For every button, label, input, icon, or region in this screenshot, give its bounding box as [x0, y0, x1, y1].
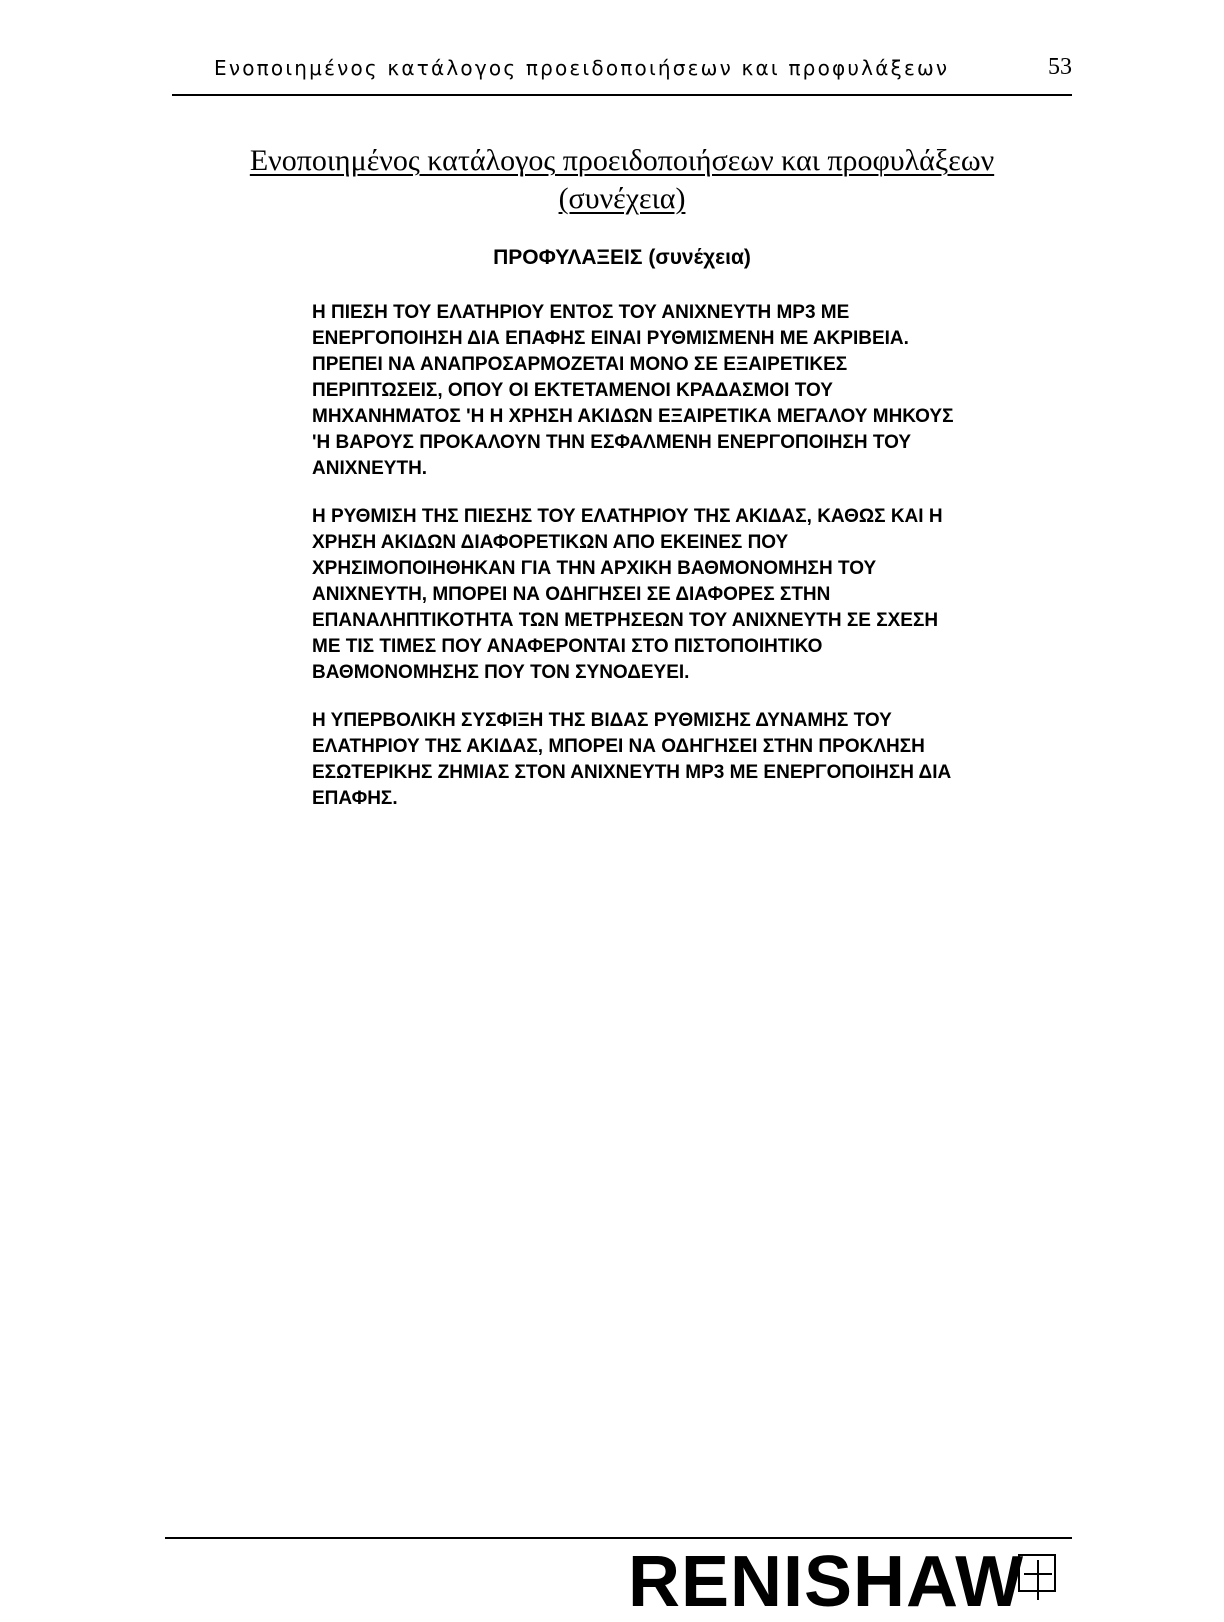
precaution-paragraph-3: Η ΥΠΕΡΒΟΛΙΚΗ ΣΥΣΦΙΞΗ ΤΗΣ ΒΙΔΑΣ ΡΥΘΜΙΣΗΣ ΔΥΝΑΜΗΣ ΤΟΥ ΕΛΑΤΗΡΙΟΥ ΤΗΣ ΑΚΙΔΑΣ, ΜΠΟΡΕΙ ΝΑ ΟΔΗΓΗΣΕΙ ΣΤΗΝ ΠΡΟΚΛΗΣΗ ΕΣΩΤΕΡΙΚΗΣ ΖΗΜΙΑΣ ΣΤΟΝ ΑΝΙΧΝΕΥΤΗ MP3 ΜΕ ΕΝΕΡΓΟΠΟΙΗΣΗ ΔΙΑ ΕΠΑΦΗΣ. [312, 710, 952, 809]
header-divider [172, 94, 1072, 96]
renishaw-mark-icon [1018, 1554, 1056, 1592]
brand-logo-text: RENISHAW [628, 1542, 1025, 1622]
precaution-paragraph-1: Η ΠΙΕΣΗ ΤΟΥ ΕΛΑΤΗΡΙΟΥ ΕΝΤΟΣ ΤΟΥ ΑΝΙΧΝΕΥΤΗ MP3 ΜΕ ΕΝΕΡΓΟΠΟΙΗΣΗ ΔΙΑ ΕΠΑΦΗΣ ΕΙΝΑΙ ΡΥΘΜΙΣΜΕΝΗ ΜΕ ΑΚΡΙΒΕΙΑ. ΠΡΕΠΕΙ ΝΑ ΑΝΑΠΡΟΣΑΡΜΟΖΕΤΑΙ ΜΟΝΟ ΣΕ ΕΞΑΙΡΕΤΙΚΕΣ ΠΕΡΙΠΤΩΣΕΙΣ, ΟΠΟΥ ΟΙ ΕΚΤΕΤΑΜΕΝΟΙ ΚΡΑΔΑΣΜΟΙ ΤΟΥ ΜΗΧΑΝΗΜΑΤΟΣ 'Η Η ΧΡΗΣΗ ΑΚΙΔΩΝ ΕΞΑΙΡΕΤΙΚΑ ΜΕΓΑΛΟΥ ΜΗΚΟΥΣ 'Η ΒΑΡΟΥΣ ΠΡΟΚΑΛΟΥΝ ΤΗΝ ΕΣΦΑΛΜΕΝΗ ΕΝΕΡΓΟΠΟΙΗΣΗ ΤΟΥ ΑΝΙΧΝΕΥΤΗ. [312, 302, 954, 479]
document-title [172, 142, 1072, 218]
precautions-body [312, 300, 1072, 834]
footer-divider [165, 1537, 1072, 1539]
running-title: Ενοποιημένος κατάλογος προειδοποιήσεων και προφυλάξεων [214, 56, 950, 80]
precaution-paragraph-2: Η ΡΥΘΜΙΣΗ ΤΗΣ ΠΙΕΣΗΣ ΤΟΥ ΕΛΑΤΗΡΙΟΥ ΤΗΣ ΑΚΙΔΑΣ, ΚΑΘΩΣ ΚΑΙ Η ΧΡΗΣΗ ΑΚΙΔΩΝ ΔΙΑΦΟΡΕΤΙΚΩΝ ΑΠΟ ΕΚΕΙΝΕΣ ΠΟΥ ΧΡΗΣΙΜΟΠΟΙΗΘΗΚΑΝ ΓΙΑ ΤΗΝ ΑΡΧΙΚΗ ΒΑΘΜΟΝΟΜΗΣΗ ΤΟΥ ΑΝΙΧΝΕΥΤΗ, ΜΠΟΡΕΙ ΝΑ ΟΔΗΓΗΣΕΙ ΣΕ ΔΙΑΦΟΡΕΣ ΣΤΗΝ ΕΠΑΝΑΛΗΠΤΙΚΟΤΗΤΑ ΤΩΝ ΜΕΤΡΗΣΕΩΝ ΤΟΥ ΑΝΙΧΝΕΥΤΗ ΣΕ ΣΧΕΣΗ ΜΕ ΤΙΣ ΤΙΜΕΣ ΠΟΥ ΑΝΑΦΕΡΟΝΤΑΙ ΣΤΟ ΠΙΣΤΟΠΟΙΗΤΙΚΟ ΒΑΘΜΟΝΟΜΗΣΗΣ ΠΟΥ ΤΟΝ ΣΥΝΟΔΕΥΕΙ. [312, 506, 943, 683]
running-header [172, 56, 1072, 86]
section-heading: ΠΡΟΦΥΛΑΞΕΙΣ (συνέχεια) [493, 246, 751, 269]
brand-logo [628, 1542, 1078, 1622]
page-number: 53 [1048, 54, 1072, 80]
document-title-line-1: Ενοποιημένος κατάλογος προειδοποιήσεων και προφυλάξεων [249, 144, 995, 177]
document-title-line-2: (συνέχεια) [558, 182, 686, 215]
